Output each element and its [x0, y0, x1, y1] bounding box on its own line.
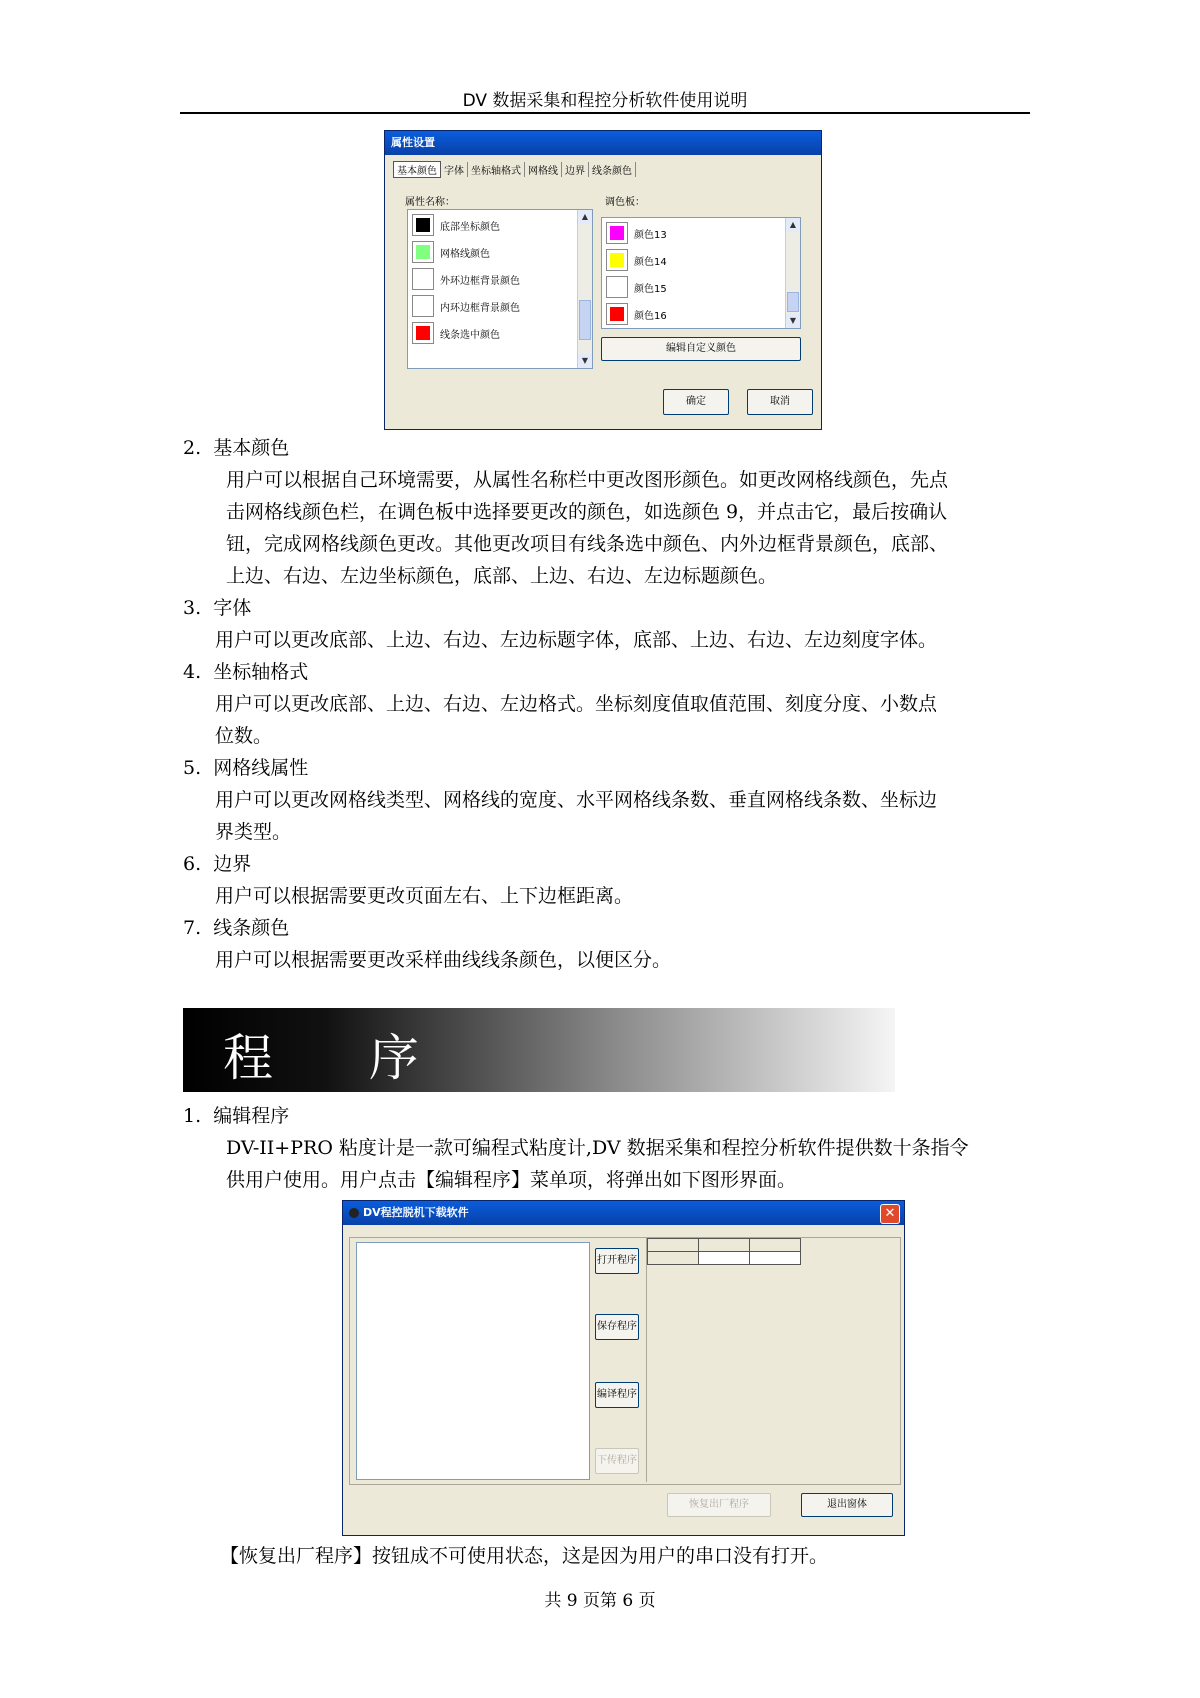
program-grid[interactable]: [646, 1238, 899, 1482]
chapter-title: 程 序: [223, 1029, 459, 1087]
palette-list-scrollbar[interactable]: [785, 218, 800, 328]
section-5-body: 用户可以更改网格线类型、网格线的宽度、水平网格线条数、垂直网格线条数、坐标边 界类型。: [215, 789, 938, 843]
attr-list[interactable]: 底部坐标颜色 网格线颜色 外环边框背景颜色 内环边框背景颜色 线条选中颜色 ▲ ▼: [407, 209, 593, 369]
tab-font[interactable]: 字体: [441, 162, 468, 177]
section-4-heading: 4. 坐标轴格式: [183, 661, 309, 683]
tab-border[interactable]: 边界: [562, 162, 589, 177]
palette-label: 调色板：: [605, 197, 645, 208]
page-footer: 共 9 页第 6 页: [544, 1591, 656, 1611]
tab-axis-format[interactable]: 坐标轴格式: [468, 162, 525, 177]
section-2-body: 用户可以根据自己环境需要，从属性名称栏中更改图形颜色。如更改网格线颜色，先点 击网格线颜色栏，在调色板中选择要更改的颜色，如选颜色 9，并点击它，最后按确认 钮，完成网格线颜色更改。其他更改项目有线条选中颜色、内外边框背景颜色，底部、 上边、右边、左边坐标颜色，底部、上边、右边、左边标题颜色。: [226, 469, 949, 587]
program-editor-textarea[interactable]: [356, 1242, 590, 1480]
app-icon: [349, 1208, 359, 1218]
property-settings-dialog: [384, 130, 822, 430]
header-rule: [180, 112, 1030, 114]
dialog-titlebar: 属性设置: [385, 131, 821, 155]
section-2-heading: 2. 基本颜色: [183, 437, 290, 459]
scroll-up-icon[interactable]: ▲: [578, 210, 592, 224]
open-program-button[interactable]: 打开程序: [595, 1248, 639, 1274]
color-swatch: [416, 326, 430, 340]
section-6-heading: 6. 边界: [183, 853, 252, 875]
attr-list-scrollbar[interactable]: [577, 210, 592, 368]
program-heading: 1. 编辑程序: [183, 1105, 290, 1127]
section-5-heading: 5. 网格线属性: [183, 757, 309, 779]
tab-strip: [393, 161, 636, 177]
color-swatch: [610, 280, 624, 294]
color-swatch: [416, 245, 430, 259]
page-header: DV 数据采集和程控分析软件使用说明: [462, 91, 748, 111]
color-swatch: [610, 307, 624, 321]
color-swatch: [416, 218, 430, 232]
exit-window-button[interactable]: 退出窗体: [801, 1493, 893, 1517]
edit-custom-color-button[interactable]: 编辑自定义颜色: [601, 337, 801, 361]
color-swatch: [610, 253, 624, 267]
section-7-heading: 7. 线条颜色: [183, 917, 290, 939]
section-3-body: 用户可以更改底部、上边、右边、左边标题字体，底部、上边、右边、左边刻度字体。: [215, 629, 938, 651]
scroll-up-icon[interactable]: ▲: [786, 218, 800, 232]
program-download-dialog: [342, 1200, 905, 1536]
scroll-down-icon[interactable]: ▼: [786, 314, 800, 328]
cancel-button[interactable]: 取消: [747, 389, 813, 415]
restore-factory-program-button[interactable]: 恢复出厂程序: [667, 1493, 771, 1517]
save-program-button[interactable]: 保存程序: [595, 1314, 639, 1340]
tab-basic-color[interactable]: 基本颜色: [393, 161, 441, 178]
color-swatch: [416, 299, 430, 313]
compile-program-button[interactable]: 编译程序: [595, 1382, 639, 1408]
program-body: DV-II+PRO 粘度计是一款可编程式粘度计,DV 数据采集和程控分析软件提供数十条指令 供用户使用。用户点击【编辑程序】菜单项，将弹出如下图形界面。: [226, 1137, 969, 1191]
section-7-body: 用户可以根据需要更改采样曲线线条颜色，以便区分。: [215, 949, 672, 971]
section-3-heading: 3. 字体: [183, 597, 252, 619]
scroll-down-icon[interactable]: ▼: [578, 354, 592, 368]
dialog-titlebar: DV程控脱机下载软件 ✕: [343, 1201, 904, 1225]
scroll-thumb[interactable]: [787, 292, 799, 312]
chapter-banner: [183, 1008, 895, 1092]
ok-button[interactable]: 确定: [663, 389, 729, 415]
close-icon[interactable]: ✕: [880, 1204, 900, 1224]
color-swatch: [416, 272, 430, 286]
scroll-thumb[interactable]: [579, 300, 591, 340]
main-panel: [349, 1237, 901, 1485]
note-text: 【恢复出厂程序】按钮成不可使用状态，这是因为用户的串口没有打开。: [220, 1545, 829, 1567]
section-4-body: 用户可以更改底部、上边、右边、左边格式。坐标刻度值取值范围、刻度分度、小数点 位数。: [215, 693, 938, 747]
color-swatch: [610, 226, 624, 240]
section-6-body: 用户可以根据需要更改页面左右、上下边框距离。: [215, 885, 634, 907]
tab-line-color[interactable]: 线条颜色: [589, 162, 636, 177]
attr-name-label: 属性名称：: [405, 197, 455, 208]
tab-gridline[interactable]: 网格线: [525, 162, 562, 177]
download-program-button[interactable]: 下传程序: [595, 1448, 639, 1474]
palette-list[interactable]: 颜色13 颜色14 颜色15 颜色16 ▲ ▼: [601, 217, 801, 329]
